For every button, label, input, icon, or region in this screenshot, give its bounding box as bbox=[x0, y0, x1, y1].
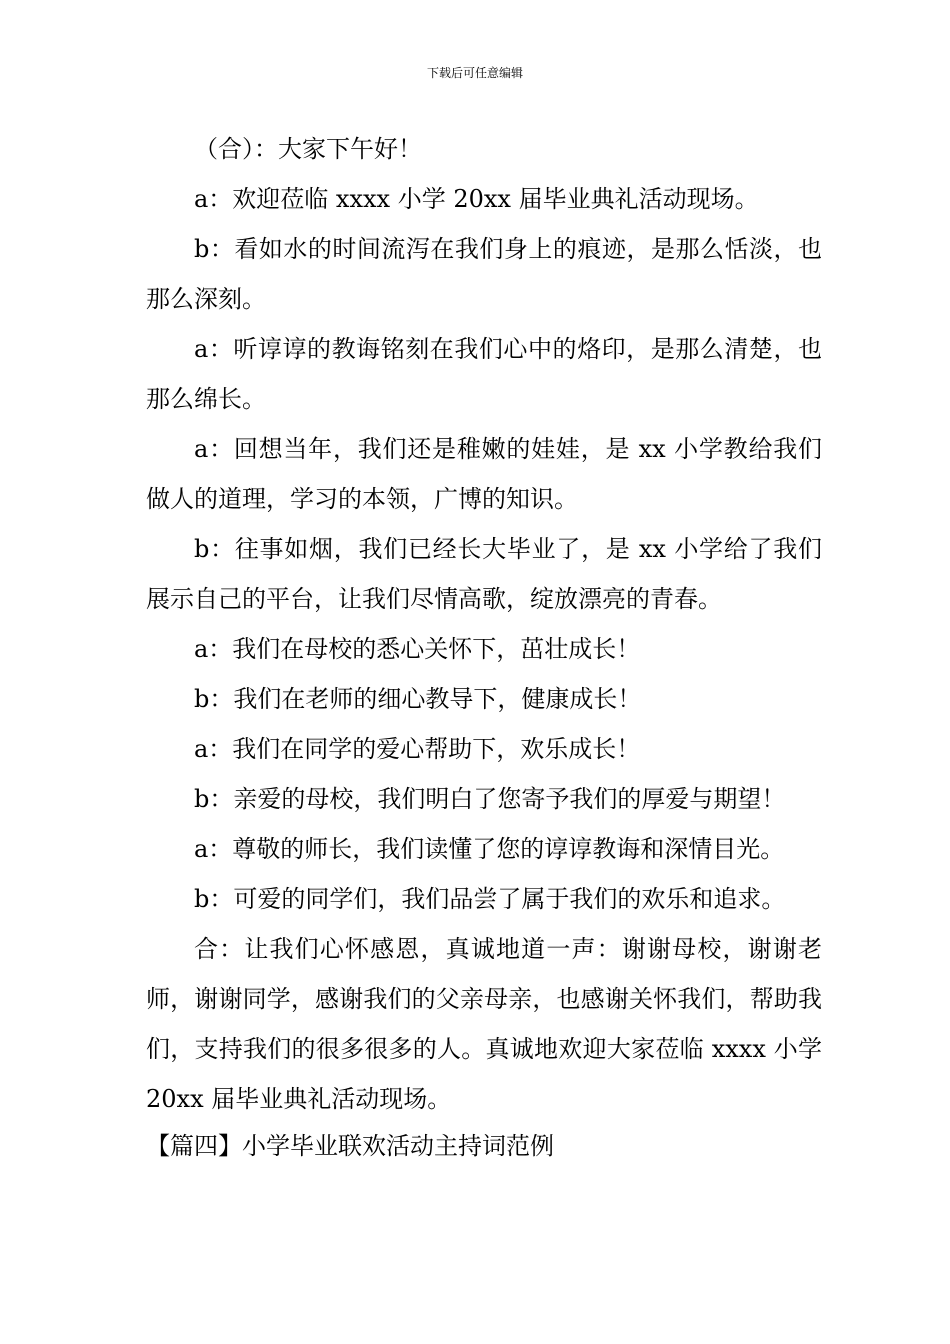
paragraph-school-care: a：我们在母校的悉心关怀下，茁壮成长！ bbox=[194, 635, 641, 663]
page-header-note: 下载后可任意编辑 bbox=[426, 66, 523, 80]
paragraph-classmate-help: a：我们在同学的爱心帮助下，欢乐成长！ bbox=[194, 735, 641, 763]
paragraph-teachings: a：听谆谆的教诲铭刻在我们心中的烙印，是那么清楚，也那么绵长。 bbox=[146, 335, 822, 413]
paragraph-teacher-guidance: b：我们在老师的细心教导下，健康成长！ bbox=[194, 685, 642, 713]
paragraph-graduated: b：往事如烟，我们已经长大毕业了，是 xx 小学给了我们展示自己的平台，让我们尽情高歌，绽放漂亮的青春。 bbox=[146, 535, 822, 613]
paragraph-time-traces: b：看如水的时间流泻在我们身上的痕迹，是那么恬淡，也那么深刻。 bbox=[146, 235, 822, 313]
paragraph-dear-school: b：亲爱的母校，我们明白了您寄予我们的厚爱与期望！ bbox=[194, 785, 786, 813]
paragraph-respected-teachers: a：尊敬的师长，我们读懂了您的谆谆教诲和深情目光。 bbox=[194, 835, 785, 863]
document-body bbox=[146, 124, 822, 1124]
paragraph-welcome: a：欢迎莅临 xxxx 小学 20xx 届毕业典礼活动现场。 bbox=[194, 185, 759, 213]
paragraph-greeting: （合）：大家下午好！ bbox=[194, 135, 422, 163]
paragraph-gratitude: 合：让我们心怀感恩，真诚地道一声：谢谢母校，谢谢老师，谢谢同学，感谢我们的父亲母亲，也感谢关怀我们，帮助我们，支持我们的很多很多的人。真诚地欢迎大家莅临 xxxx 小学 20xx 届毕业典礼活动现场。 bbox=[146, 935, 822, 1113]
paragraph-lovely-classmates: b：可爱的同学们，我们品尝了属于我们的欢乐和追求。 bbox=[194, 885, 786, 913]
section-heading: 【篇四】小学毕业联欢活动主持词范例 bbox=[146, 1132, 554, 1160]
paragraph-recall: a：回想当年，我们还是稚嫩的娃娃，是 xx 小学教给我们做人的道理，学习的本领，广博的知识。 bbox=[146, 435, 822, 513]
